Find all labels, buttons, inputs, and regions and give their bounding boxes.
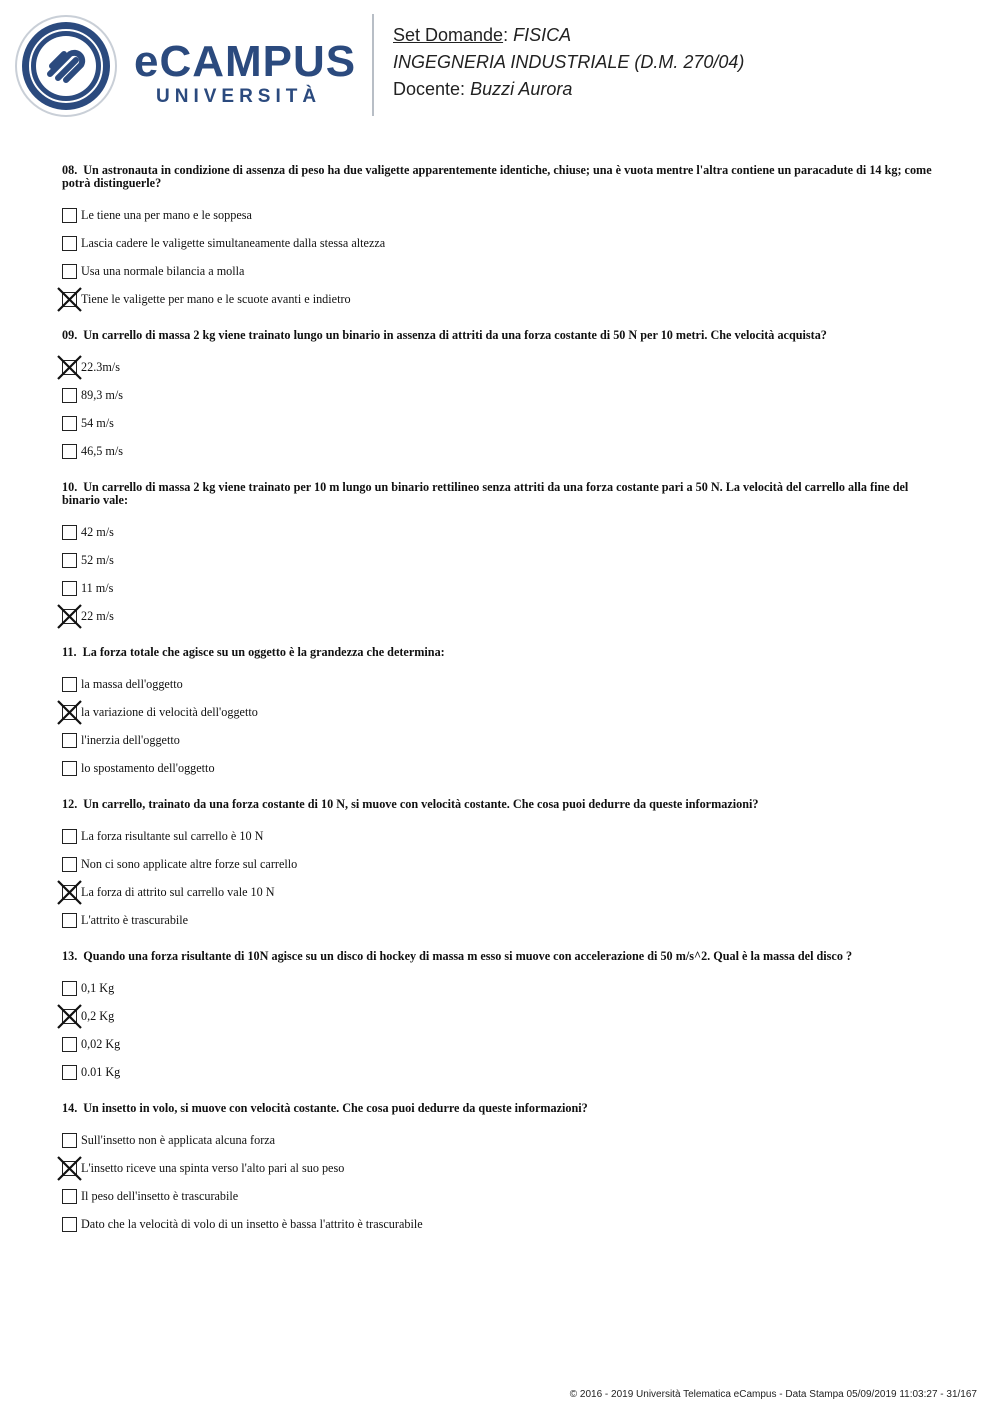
answer-option — [62, 822, 942, 850]
brand-wordmark — [134, 37, 357, 108]
answer-label: Il peso dell'insetto è trascurabile — [81, 1188, 239, 1203]
answer-checkbox[interactable] — [62, 1133, 77, 1148]
answer-checkbox[interactable] — [62, 1037, 77, 1052]
cross-mark-icon — [57, 1156, 82, 1181]
answer-checkbox[interactable] — [62, 388, 77, 403]
answer-label: 0,2 Kg — [81, 1008, 115, 1023]
answer-checkbox[interactable] — [62, 525, 77, 540]
answer-label: la massa dell'oggetto — [81, 676, 183, 691]
answer-checkbox[interactable] — [62, 416, 77, 431]
answer-label: 0.01 Kg — [81, 1064, 121, 1079]
answer-checkbox-checked[interactable] — [62, 360, 77, 375]
question-prompt: Un carrello di massa 2 kg viene trainato per 10 m lungo un binario rettilineo senza attriti da una forza costante pari a 50 N. La velocità del carrello alla fine del binario vale: — [62, 480, 909, 507]
set-label: Set Domande — [393, 25, 504, 45]
answer-label: Sull'insetto non è applicata alcuna forza — [81, 1132, 276, 1147]
answer-checkbox[interactable] — [62, 236, 77, 251]
answer-label: 0,02 Kg — [81, 1036, 121, 1051]
answer-option — [62, 850, 942, 878]
question-prompt: Un insetto in volo, si muove con velocità costante. Che cosa puoi dedurre da queste informazioni? — [83, 1101, 588, 1115]
question-number: 13. — [62, 949, 78, 963]
answer-label: la variazione di velocità dell'oggetto — [81, 704, 258, 719]
cross-mark-icon — [57, 604, 82, 629]
question-number: 14. — [62, 1101, 78, 1115]
answer-checkbox[interactable] — [62, 208, 77, 223]
question-block — [62, 164, 942, 313]
answer-label: L'attrito è trascurabile — [81, 912, 189, 927]
answer-label: La forza di attrito sul carrello vale 10 N — [81, 884, 275, 899]
cross-mark-icon — [57, 880, 82, 905]
page-header — [0, 0, 1000, 130]
answer-label: 11 m/s — [81, 580, 114, 595]
answer-option — [62, 974, 942, 1002]
answer-label: lo spostamento dell'oggetto — [81, 760, 215, 775]
answer-checkbox[interactable] — [62, 553, 77, 568]
answer-checkbox-checked[interactable] — [62, 885, 77, 900]
answer-option — [62, 353, 942, 381]
answer-label: 54 m/s — [81, 415, 114, 430]
answer-option — [62, 257, 942, 285]
answer-label: Dato che la velocità di volo di un insetto è bassa l'attrito è trascurabile — [81, 1216, 423, 1231]
question-block — [62, 646, 942, 782]
set-line: Set Domande: FISICA — [393, 25, 572, 45]
teacher-line — [393, 76, 744, 103]
answer-checkbox-checked[interactable] — [62, 1161, 77, 1176]
answer-checkbox[interactable] — [62, 913, 77, 928]
answer-label: 46,5 m/s — [81, 443, 123, 458]
answer-option — [62, 546, 942, 574]
answer-checkbox[interactable] — [62, 761, 77, 776]
answer-checkbox[interactable] — [62, 1189, 77, 1204]
page-footer: © 2016 - 2019 Università Telematica eCampus - Data Stampa 05/09/2019 11:03:27 - 31/167 — [569, 1389, 977, 1400]
question-block — [62, 950, 942, 1086]
answer-option — [62, 437, 942, 465]
question-prompt: Un carrello di massa 2 kg viene trainato lungo un binario in assenza di attriti da una forza costante di 50 N per 10 metri. Che velocità acquista? — [83, 328, 827, 342]
answer-option — [62, 201, 942, 229]
answer-option — [62, 1058, 942, 1086]
course: INGEGNERIA INDUSTRIALE (D.M. 270/04) — [393, 52, 745, 72]
question-number: 12. — [62, 797, 78, 811]
answer-label: La forza risultante sul carrello è 10 N — [81, 828, 264, 843]
answer-checkbox-checked[interactable] — [62, 1009, 77, 1024]
answer-label: 89,3 m/s — [81, 387, 123, 402]
brand-subtitle: UNIVERSITÀ — [156, 86, 322, 107]
cross-mark-icon — [57, 700, 82, 725]
answer-option — [62, 726, 942, 754]
teacher-name: Buzzi Aurora — [470, 79, 573, 99]
answer-checkbox-checked[interactable] — [62, 705, 77, 720]
answer-checkbox-checked[interactable] — [62, 609, 77, 624]
answer-option — [62, 1002, 942, 1030]
answer-option — [62, 906, 942, 934]
answer-option — [62, 1210, 942, 1238]
question-text — [62, 1102, 942, 1115]
answer-option — [62, 754, 942, 782]
question-prompt: Un carrello, trainato da una forza costante di 10 N, si muove con velocità costante. Che cosa puoi dedurre da queste informazioni? — [83, 797, 759, 811]
answer-label: Lascia cadere le valigette simultaneamente dalla stessa altezza — [81, 235, 386, 250]
answer-label: L'insetto riceve una spinta verso l'alto pari al suo peso — [81, 1160, 345, 1175]
answer-checkbox[interactable] — [62, 1217, 77, 1232]
answer-option — [62, 698, 942, 726]
question-text — [62, 329, 942, 342]
question-text — [62, 164, 942, 190]
course-line — [393, 49, 744, 76]
brand-name: eCAMPUS — [134, 37, 357, 86]
answer-option — [62, 1126, 942, 1154]
cross-mark-icon — [57, 1004, 82, 1029]
question-prompt: Un astronauta in condizione di assenza di peso ha due valigette apparentemente identiche, chiuse; una è vuota mentre l'altra contiene un paracadute di 14 kg; come potrà distinguerle? — [62, 163, 932, 190]
question-text — [62, 481, 942, 507]
question-list — [62, 164, 942, 1254]
subject: FISICA — [513, 25, 572, 45]
answer-checkbox[interactable] — [62, 733, 77, 748]
answer-checkbox-checked[interactable] — [62, 292, 77, 307]
answer-checkbox[interactable] — [62, 677, 77, 692]
cross-mark-icon — [57, 287, 82, 312]
answer-option — [62, 1182, 942, 1210]
answer-option — [62, 285, 942, 313]
answer-label: Non ci sono applicate altre forze sul carrello — [81, 856, 298, 871]
question-block — [62, 329, 942, 465]
question-prompt: Quando una forza risultante di 10N agisce su un disco di hockey di massa m esso si muove con accelerazione di 50 m/s^2. Qual è la massa del disco ? — [83, 949, 853, 963]
question-number: 11. — [62, 645, 77, 659]
answer-label: 52 m/s — [81, 552, 114, 567]
answer-option — [62, 1030, 942, 1058]
answer-label: 22.3m/s — [81, 359, 120, 374]
answer-checkbox[interactable] — [62, 581, 77, 596]
answer-checkbox[interactable] — [62, 444, 77, 459]
question-text — [62, 646, 942, 659]
answer-checkbox[interactable] — [62, 264, 77, 279]
question-block — [62, 798, 942, 934]
question-prompt: La forza totale che agisce su un oggetto è la grandezza che determina: — [82, 645, 445, 659]
ecampus-seal-logo-icon — [14, 14, 118, 118]
question-block — [62, 481, 942, 630]
answer-option — [62, 1154, 942, 1182]
answer-option — [62, 670, 942, 698]
answer-checkbox[interactable] — [62, 857, 77, 872]
teacher-label: Docente: — [393, 79, 466, 99]
question-text — [62, 950, 942, 963]
answer-checkbox[interactable] — [62, 829, 77, 844]
answer-option — [62, 574, 942, 602]
answer-option — [62, 602, 942, 630]
answer-option — [62, 409, 942, 437]
cross-mark-icon — [57, 355, 82, 380]
answer-option — [62, 381, 942, 409]
answer-option — [62, 878, 942, 906]
question-number: 09. — [62, 328, 78, 342]
question-block — [62, 1102, 942, 1238]
answer-label: Tiene le valigette per mano e le scuote avanti e indietro — [81, 291, 351, 306]
answer-label: l'inerzia dell'oggetto — [81, 732, 180, 747]
question-number: 10. — [62, 480, 78, 494]
answer-option — [62, 229, 942, 257]
answer-option — [62, 518, 942, 546]
answer-label: 22 m/s — [81, 608, 114, 623]
answer-checkbox[interactable] — [62, 1065, 77, 1080]
question-text — [62, 798, 942, 811]
answer-label: Usa una normale bilancia a molla — [81, 263, 245, 278]
answer-label: 42 m/s — [81, 524, 114, 539]
answer-label: Le tiene una per mano e le soppesa — [81, 207, 252, 222]
header-info — [393, 22, 744, 103]
answer-label: 0,1 Kg — [81, 980, 115, 995]
answer-checkbox[interactable] — [62, 981, 77, 996]
header-divider — [372, 14, 374, 116]
question-number: 08. — [62, 163, 78, 177]
